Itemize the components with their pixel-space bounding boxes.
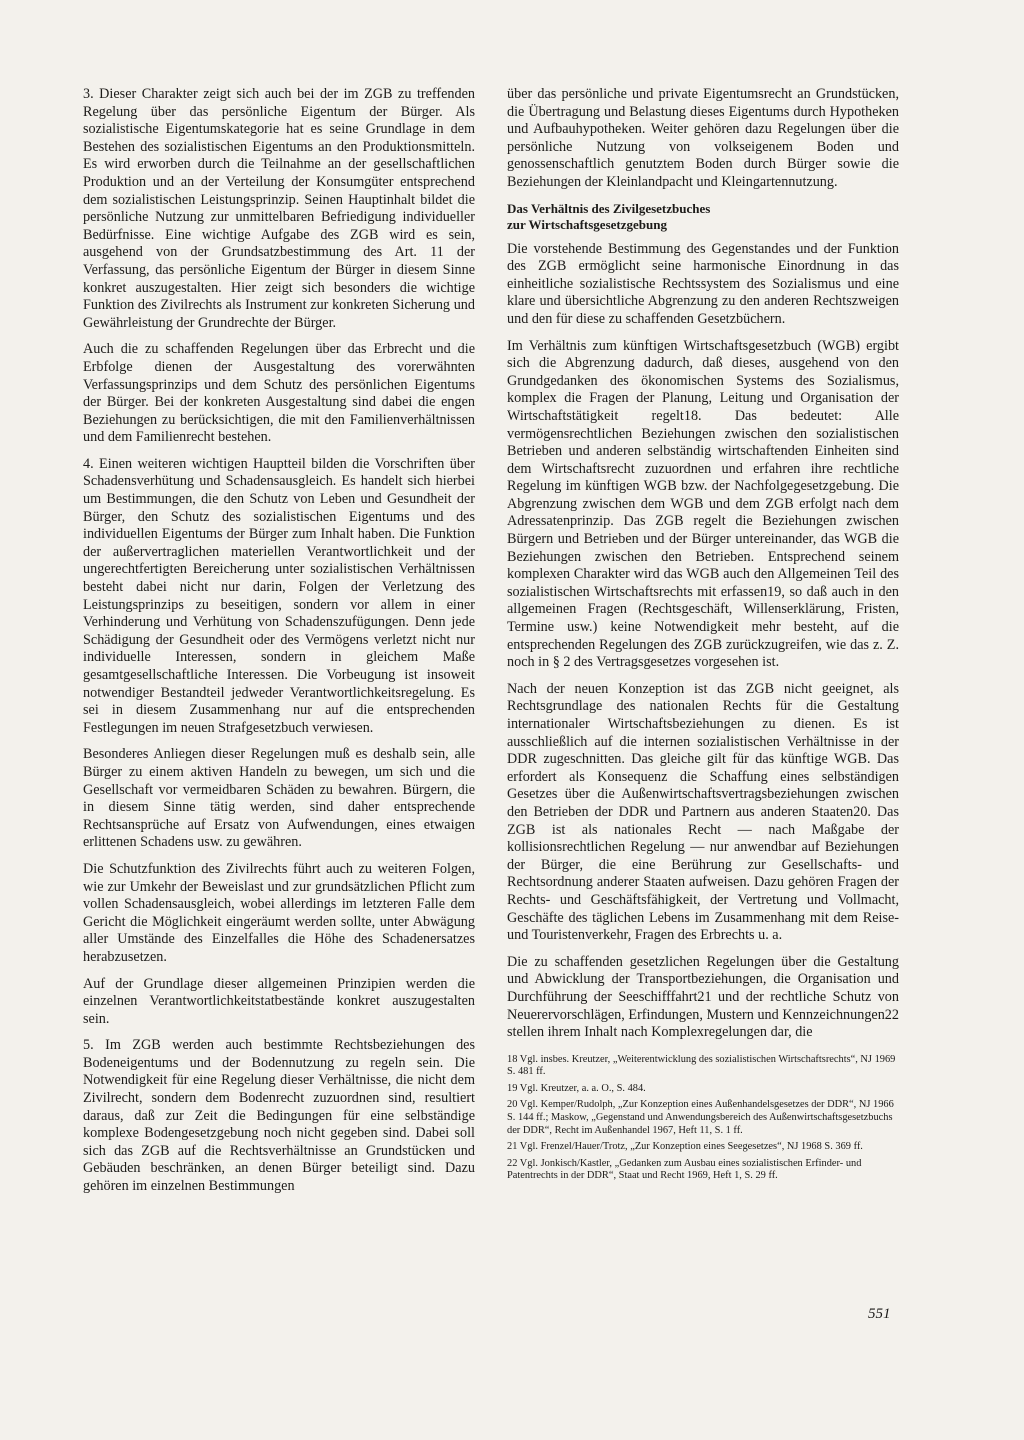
paragraph-grundstuecke: über das persönliche und private Eigentumsrecht an Grundstücken, die Übertragung und Belastung dieses Eigentums durch Hypotheken und Aufbauhypotheken. Weiter gehören dazu Regelungen über die persönliche Nutzung von volkseigenem Boden und genossenschaftlich genutztem Boden durch Bürger sowie die Beziehungen der Kleinlandpacht und Kleingartennutzung. bbox=[507, 86, 899, 190]
footnotes bbox=[507, 1054, 899, 1183]
paragraph-internationale-beziehungen: Nach der neuen Konzeption ist das ZGB nicht geeignet, als Rechtsgrundlage des nationalen Rechts für die Gestaltung internationaler Wirtschaftsbeziehungen zu dienen. Es ist ausschließlich auf die internen sozialistischen Verhältnisse in der DDR zugeschnitten. Das gleiche gilt für das künftige WGB. Das erfordert als Konsequenz die Schaffung eines selbständigen Gesetzes über die Außenwirtschaftsvertragsbeziehungen zwischen den Betrieben der DDR und Partnern aus anderen Staaten20. Das ZGB ist als nationales Recht — nach Maßgabe der kollisionsrechtlichen Regelung — nur anwendbar auf Beziehungen der Bürger, die eine Berührung zur Gesellschafts- und Rechtsordnung anderer Staaten aufweisen. Dazu gehören Fragen der Rechts- und Geschäftsfähigkeit, der Vertretung und Vollmacht, Geschäfte des täglichen Lebens im Zusammenhang mit dem Reise- und Touristenverkehr, Fragen des Erbrechts u. a. bbox=[507, 680, 899, 944]
footnote-21: 21 Vgl. Frenzel/Hauer/Trotz, „Zur Konzeption eines Seegesetzes“, NJ 1968 S. 369 ff. bbox=[507, 1141, 863, 1153]
page-number: 551 bbox=[868, 1306, 891, 1322]
paragraph-aktives-handeln: Besonderes Anliegen dieser Regelungen muß es deshalb sein, alle Bürger zu einem aktiven Handeln zu bewegen, um sich und die Gesellschaft vor vermeidbaren Schäden zu bewahren. Bürgern, die in diesem Sinne tätig werden, sind daher entsprechende Rechtsansprüche auf Ersatz von Aufwendungen, eines etwaigen erlittenen Schadens usw. zu gewähren. bbox=[83, 746, 475, 851]
paragraph-einordnung: Die vorstehende Bestimmung des Gegenstandes und der Funktion des ZGB ermöglicht seine harmonische Einordnung in das einheitliche sozialistische Rechtssystem des Sozialismus und eine klare und übersichtliche Abgrenzung zu den anderen Rechtszweigen und den für diese zu schaffenden Gesetzbüchern. bbox=[507, 240, 899, 327]
footnote-20: 20 Vgl. Kemper/Rudolph, „Zur Konzeption eines Außenhandelsgesetzes der DDR“, NJ 1966 S. 144 ff.; Maskow, „Gegenstand und Anwendungsbereich des Außenwirtschaftsgesetzbuchs der DDR“, Recht im Außenhandel 1967, Heft 11, S. 1 ff. bbox=[507, 1099, 894, 1136]
footnote-18: 18 Vgl. insbes. Kreutzer, „Weiterentwicklung des sozialistischen Wirtschaftsrechts“, NJ 1969 S. 481 ff. bbox=[507, 1053, 896, 1078]
footnote-19: 19 Vgl. Kreutzer, a. a. O., S. 484. bbox=[507, 1082, 646, 1094]
section-heading-line1: Das Verhältnis des Zivilgesetzbuches bbox=[507, 200, 711, 216]
paragraph-erbrecht: Auch die zu schaffenden Regelungen über das Erbrecht und die Erbfolge dienen der Ausgestaltung des vorerwähnten Verfassungsprinzips und dem Schutz des persönlichen Eigentums der Bürger. Bei der konkreten Ausgestaltung sind dabei die engen Beziehungen zu berücksichtigen, die mit den Familienverhältnissen und dem Familienrecht bestehen. bbox=[83, 341, 475, 446]
right-column bbox=[507, 86, 899, 1187]
section-heading-line2: zur Wirtschaftsgesetzgebung bbox=[507, 216, 667, 232]
paragraph-persoenliches-eigentum: 3. Dieser Charakter zeigt sich auch bei der im ZGB zu treffenden Regelung über das persönliche Eigentum der Bürger. Als sozialistische Eigentumskategorie hat es seine Grundlage in dem Bestehen des sozialistischen Eigentums an den Produktionsmitteln. Es wird erworben durch die Teilnahme an der gesellschaftlichen Produktion und an der Verteilung der Konsumgüter entsprechend dem sozialistischen Leistungsprinzip. Seinen Hauptinhalt bildet die persönliche Nutzung zur unmittelbaren Befriedigung individueller Bedürfnisse. Eine wichtige Aufgabe des ZGB wird es sein, ausgehend von der Grundsatzbestimmung des Art. 11 der Verfassung, das persönliche Eigentum der Bürger in diesem Sinne konkret auszugestalten. Hier zeigt sich besonders die wichtige Funktion des Zivilrechts als Instrument zur konkreten Sicherung und Gewährleistung der Grundrechte der Bürger. bbox=[83, 86, 475, 331]
paragraph-schadensverhuetung: 4. Einen weiteren wichtigen Hauptteil bilden die Vorschriften über Schadensverhütung und Schadensausgleich. Es handelt sich hierbei um Bestimmungen, die den Schutz von Leben und Gesundheit der Bürger, den Schutz des sozialistischen Eigentums und des individuellen Eigentums der Bürger zum Inhalt haben. Die Funktion der außervertraglichen materiellen Verantwortlichkeit und der ungerechtfertigten Bereicherung unter sozialistischen Verhältnissen besteht dabei nicht nur darin, Folgen der Verletzung des Leistungsprinzips zu beseitigen, sondern vor allem in einer Verhinderung und Verhütung von Schadenszufügungen. Denn jede Schädigung der Gesundheit oder des Vermögens verletzt nicht nur individuelle Interessen, sondern in gleichem Maße gesamtgesellschaftliche Interessen. Die Vorbeugung ist insoweit notwendiger Bestandteil jedweder Verantwortlichkeitsregelung. Es sei in diesem Zusammenhang nur auf die entsprechenden Festlegungen im neuen Strafgesetzbuch verwiesen. bbox=[83, 455, 475, 736]
paragraph-bodeneigentum: 5. Im ZGB werden auch bestimmte Rechtsbeziehungen des Bodeneigentums und der Bodennutzung zu regeln sein. Die Notwendigkeit für eine Regelung dieser Verhältnisse, die nicht dem Zivilrecht, sondern dem Bodenrecht zuzuordnen sind, resultiert daraus, daß zur Zeit die Bedingungen für eine selbständige komplexe Bodengesetzgebung noch nicht gegeben sind. Dabei soll sich das ZGB auf die Rechtsverhältnisse an Grundstücken und Gebäuden beschränken, an denen Bürger beteiligt sind. Dazu gehören im einzelnen Bestimmungen bbox=[83, 1037, 475, 1195]
section-heading bbox=[507, 201, 899, 233]
footnote-22: 22 Vgl. Jonkisch/Kastler, „Gedanken zum Ausbau eines sozialistischen Erfinder- und Patentrechts in der DDR“, Staat und Recht 1969, Heft 1, S. 29 ff. bbox=[507, 1157, 862, 1182]
left-column bbox=[83, 86, 475, 1205]
paragraph-komplexregelungen: Die zu schaffenden gesetzlichen Regelungen über die Gestaltung und Abwicklung der Transportbeziehungen, die Organisation und Durchführung der Seeschifffahrt21 und der rechtliche Schutz von Neuerervorschlägen, Erfindungen, Mustern und Kennzeichnungen22 stellen ihrem Inhalt nach Komplexregelungen dar, die bbox=[507, 953, 899, 1041]
paragraph-wgb-abgrenzung: Im Verhältnis zum künftigen Wirtschaftsgesetzbuch (WGB) ergibt sich die Abgrenzung dadurch, daß dieses, ausgehend von den Grundgedanken des ökonomischen Systems des Sozialismus, komplex die Fragen der Planung, Leitung und Organisation der Wirtschaftstätigkeit regelt18. Das bedeutet: Alle vermögensrechtlichen Beziehungen zwischen den sozialistischen Betrieben und anderen selbständig wirtschaftenden Einheiten sind dem Wirtschaftsrecht zuzuordnen und erfahren ihre rechtliche Regelung im künftigen WGB bzw. der Nachfolgegesetzgebung. Die Abgrenzung zwischen dem WGB und dem ZGB erfolgt nach dem Adressatenprinzip. Das ZGB regelt die Beziehungen zwischen Bürgern und Betrieben und der Bürger untereinander, das WGB die Beziehungen zwischen den Betrieben. Entsprechend seinem komplexen Charakter wird das WGB auch den Allgemeinen Teil des sozialistischen Wirtschaftsrechts mit erfassen19, so daß auch in den allgemeinen Fragen (Rechtsgeschäft, Willenserklärung, Fristen, Termine usw.) keine Notwendigkeit mehr besteht, auf die entsprechenden Regelungen des ZGB zurückzugreifen, wie das z. Z. noch in § 2 des Vertragsgesetzes vorgesehen ist. bbox=[507, 337, 899, 671]
paragraph-schutzfunktion: Die Schutzfunktion des Zivilrechts führt auch zu weiteren Folgen, wie zur Umkehr der Beweislast und zur grundsätzlichen Pflicht zum vollen Schadensausgleich, wobei allerdings im letzteren Falle dem Gericht die Möglichkeit eingeräumt werden sollte, unter Abwägung aller Umstände des Einzelfalles die Höhe des Schadenersatzes herabzusetzen. bbox=[83, 860, 475, 965]
paragraph-verantwortlichkeit: Auf der Grundlage dieser allgemeinen Prinzipien werden die einzelnen Verantwortlichkeitstatbestände konkret auszugestalten sein. bbox=[83, 975, 475, 1027]
